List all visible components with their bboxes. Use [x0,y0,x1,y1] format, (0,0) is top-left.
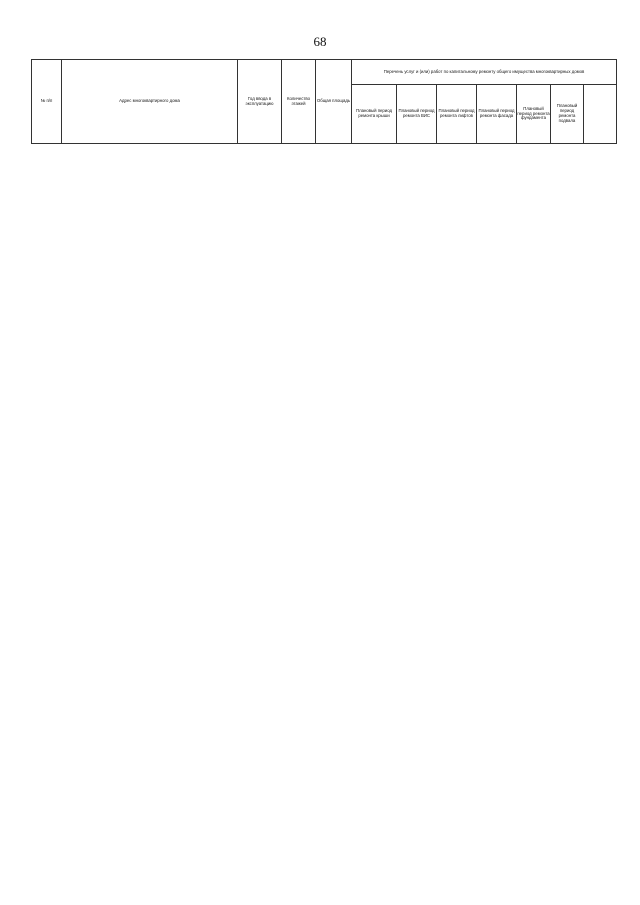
header-address: Адрес многоквартирного дома [62,60,238,144]
header-num: № п/п [32,60,62,144]
header-floors: Количество этажей [282,60,316,144]
header-year: Год ввода в эксплуатацию [238,60,282,144]
repair-schedule-table [31,59,617,144]
header-area: Общая площадь [316,60,352,144]
header-work-group: Перечень услуг и (или) работ по капитальному ремонту общего имущества многоквартирных домов [352,60,617,85]
header-basement: Плановый период ремонта подвала [551,85,584,144]
header-extra [584,85,617,144]
header-engineering: Плановый период ремонта ВИС [397,85,437,144]
header-foundation: Плановый период ремонта фундамента [517,85,551,144]
header-roof: Плановый период ремонта крыши [352,85,397,144]
capital-repair-table [31,59,616,144]
header-lift: Плановый период ремонта лифтов [437,85,477,144]
page-number: 68 [313,34,327,49]
header-facade: Плановый период ремонта фасада [477,85,517,144]
